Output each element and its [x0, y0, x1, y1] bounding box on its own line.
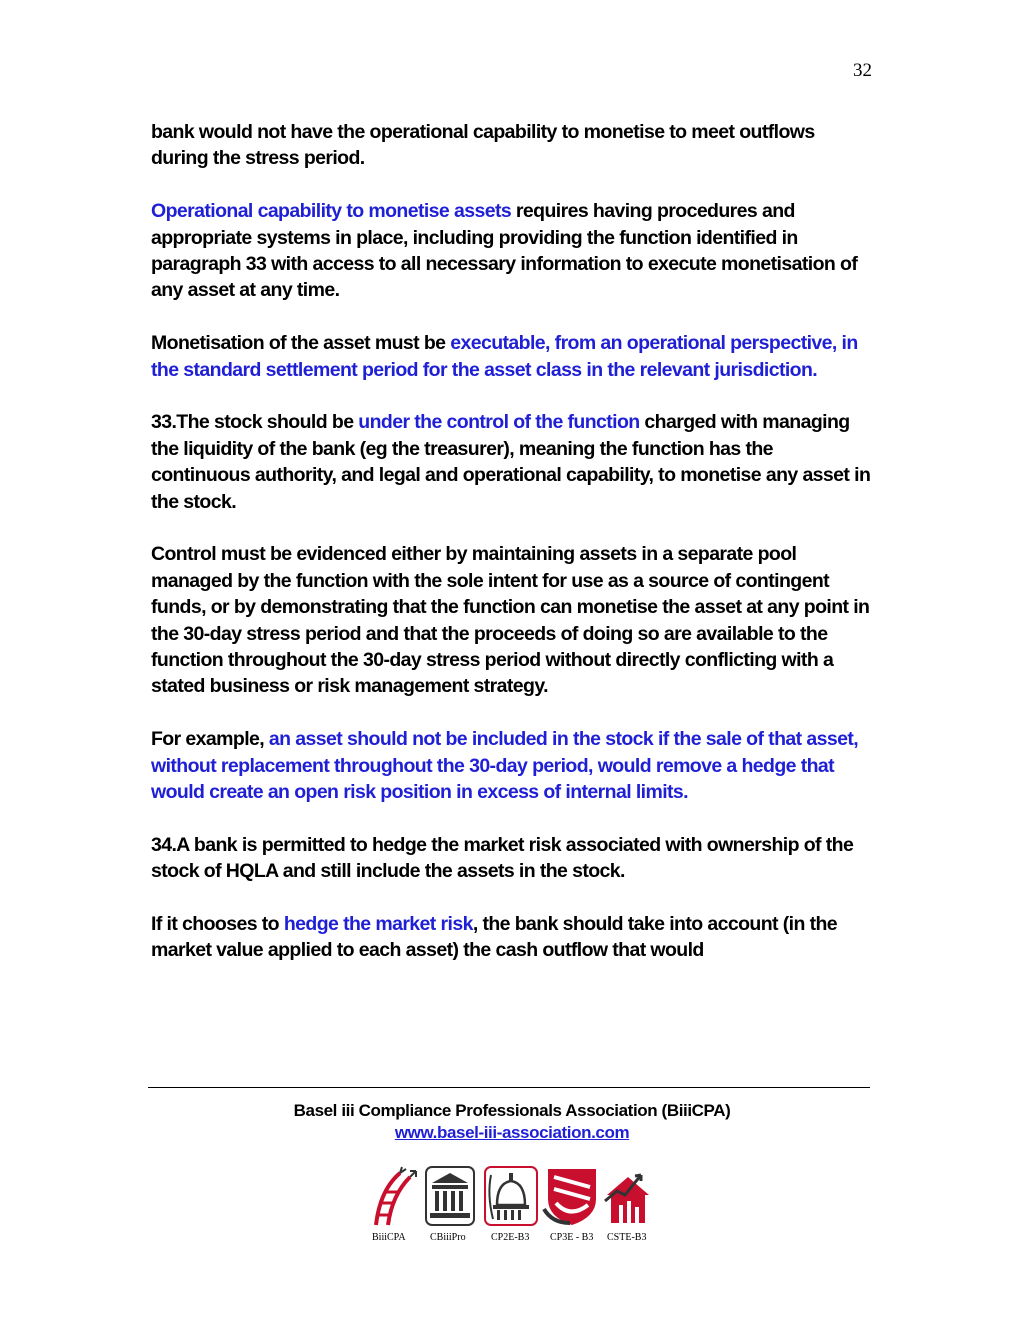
- highlighted-text: executable, from an operational perspective, in the standard settlement period for the asset class in the relevant jurisdiction.: [151, 332, 858, 381]
- ladder-arrows-logo: [370, 1165, 420, 1227]
- highlighted-text: hedge the market risk: [283, 913, 473, 936]
- logo-caption: CP2E-B3: [491, 1232, 530, 1243]
- footer: [0, 1100, 1024, 1144]
- cste-b3-logo: [603, 1165, 653, 1243]
- page-number: 32: [853, 60, 872, 81]
- paragraph: [151, 119, 876, 172]
- logo-caption: CSTE-B3: [607, 1232, 647, 1243]
- highlighted-text: an asset should not be included in the stock if the sale of that asset, without replacement throughout the 30-day period, would remove a hedge that would create an open risk position in excess of internal limits.: [151, 728, 859, 804]
- footer-association: Basel iii Compliance Professionals Association (BiiiCPA): [293, 1101, 731, 1120]
- footer-website-link[interactable]: www.basel-iii-association.com: [394, 1123, 630, 1142]
- paragraph: [151, 330, 876, 383]
- footer-divider: [148, 1087, 870, 1088]
- paragraph: [151, 911, 876, 964]
- cbiiipro-logo: [422, 1165, 478, 1243]
- biiicpa-logo: [370, 1165, 420, 1243]
- cp2e-b3-logo: [483, 1165, 539, 1243]
- paragraph: [151, 198, 876, 304]
- body-text: Monetisation of the asset must be: [151, 332, 451, 355]
- cp3e-b3-logo: [542, 1165, 602, 1243]
- body-text: bank would not have the operational capability to monetise to meet outflows during the stress period.: [151, 121, 815, 170]
- highlighted-text: under the control of the function: [358, 411, 640, 434]
- house-chart-logo: [603, 1165, 653, 1227]
- body-text: 33.The stock should be: [151, 411, 359, 434]
- logo-caption: CP3E - B3: [550, 1232, 594, 1243]
- logo-caption: BiiiCPA: [372, 1232, 406, 1243]
- body-text: charged with managing the liquidity of the bank (eg the treasurer), meaning the function has the continuous authority, and legal and operational capability, to monetise any asset in the stock.: [151, 411, 871, 513]
- body-text: , the bank should take into account (in the market value applied to each asset) the cash outflow that would: [151, 913, 838, 962]
- body-text: Control must be evidenced either by maintaining assets in a separate pool managed by the function with the sole intent for use as a source of contingent funds, or by demonstrating that the function can monetise the asset at any point in the 30-day stress period and that the proceeds of doing so are available to the function throughout the 30-day stress period without directly conflicting with a stated business or risk management strategy.: [151, 543, 870, 698]
- red-shield-chart-logo: [542, 1165, 602, 1227]
- logo-caption: CBiiiPro: [430, 1232, 466, 1243]
- document-body: [151, 119, 876, 990]
- paragraph: [151, 409, 876, 515]
- paragraph: [151, 832, 876, 885]
- paragraph: [151, 541, 876, 699]
- columns-building-logo: [422, 1165, 478, 1227]
- capitol-dome-logo: [483, 1165, 539, 1227]
- body-text: If it chooses to: [151, 913, 284, 936]
- body-text: For example,: [151, 728, 269, 751]
- highlighted-text: Operational capability to monetise assets: [151, 200, 512, 223]
- body-text: requires having procedures and appropriate systems in place, including providing the function identified in paragraph 33 with access to all necessary information to execute monetisation of any asset at any time.: [151, 200, 858, 302]
- body-text: 34.A bank is permitted to hedge the market risk associated with ownership of the stock of HQLA and still include the assets in the stock.: [151, 833, 854, 883]
- logo-strip: [370, 1165, 660, 1250]
- paragraph: [151, 726, 876, 805]
